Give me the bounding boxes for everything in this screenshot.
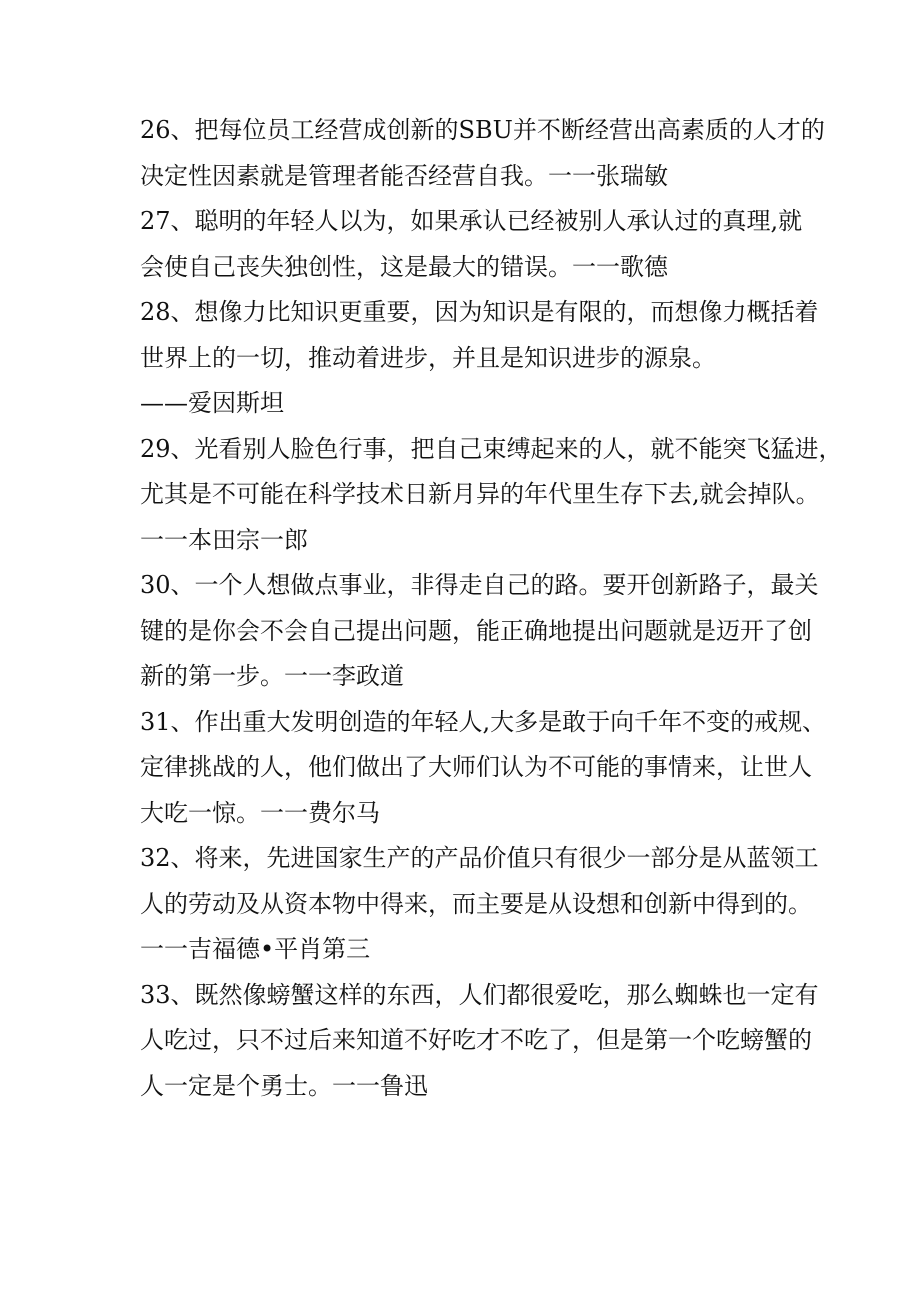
quote-29-line-2: 尤其是不可能在科学技术日新月异的年代里生存下去,就会掉队。: [140, 480, 820, 508]
quote-32-line-1: 32、将来，先进国家生产的产品价值只有很少一部分是从蓝领工: [140, 844, 819, 872]
quote-29-author: 一一本田宗一郎: [140, 525, 308, 554]
quote-27-line-1: 27、聪明的年轻人以为，如果承认已经被别人承认过的真理,就: [140, 207, 803, 235]
quote-26-line-1: 26、把每位员工经营成创新的SBU并不断经营出高素质的人才的: [140, 116, 825, 144]
quote-33-line-1: 33、既然像螃蟹这样的东西，人们都很爱吃，那么蜘蛛也一定有: [140, 980, 819, 1009]
quote-28-line-1: 28、想像力比知识更重要，因为知识是有限的，而想像力概括着: [140, 298, 819, 326]
quote-29-line-1: 29、光看别人脸色行事，把自己束缚起来的人，就不能突飞猛进，: [140, 434, 843, 463]
quote-27-line-2: 会使自己丧失独创性，这是最大的错误。一一歌德: [140, 252, 668, 281]
quote-30-line-3: 新的第一步。一一李政道: [140, 662, 404, 690]
quote-30-line-1: 30、一个人想做点事业，非得走自己的路。要开创新路子，最关: [140, 571, 819, 599]
quote-30-line-2: 键的是你会不会自己提出问题，能正确地提出问题就是迈开了创: [140, 616, 812, 645]
quote-32-line-2: 人的劳动及从资本物中得来，而主要是从设想和创新中得到的。: [140, 889, 812, 918]
quote-32-author: 一一吉福德•平肖第三: [140, 935, 371, 963]
quote-31-line-3: 大吃一惊。一一费尔马: [140, 798, 380, 827]
quote-33-line-3: 人一定是个勇士。一一鲁迅: [140, 1071, 428, 1100]
quote-31-line-1: 31、作出重大发明创造的年轻人,大多是敢于向千年不变的戒规、: [140, 707, 827, 736]
quote-28-line-2: 世界上的一切，推动着进步，并且是知识进步的源泉。: [140, 343, 716, 372]
quote-33-line-2: 人吃过，只不过后来知道不好吃才不吃了，但是第一个吃螃蟹的: [140, 1026, 812, 1054]
quote-28-author: ——爱因斯坦: [140, 389, 284, 417]
quote-31-line-2: 定律挑战的人，他们做出了大师们认为不可能的事情来，让世人: [140, 753, 812, 781]
quote-26-line-2: 决定性因素就是管理者能否经营自我。一一张瑞敏: [140, 161, 668, 190]
quote-list: [140, 108, 843, 1109]
